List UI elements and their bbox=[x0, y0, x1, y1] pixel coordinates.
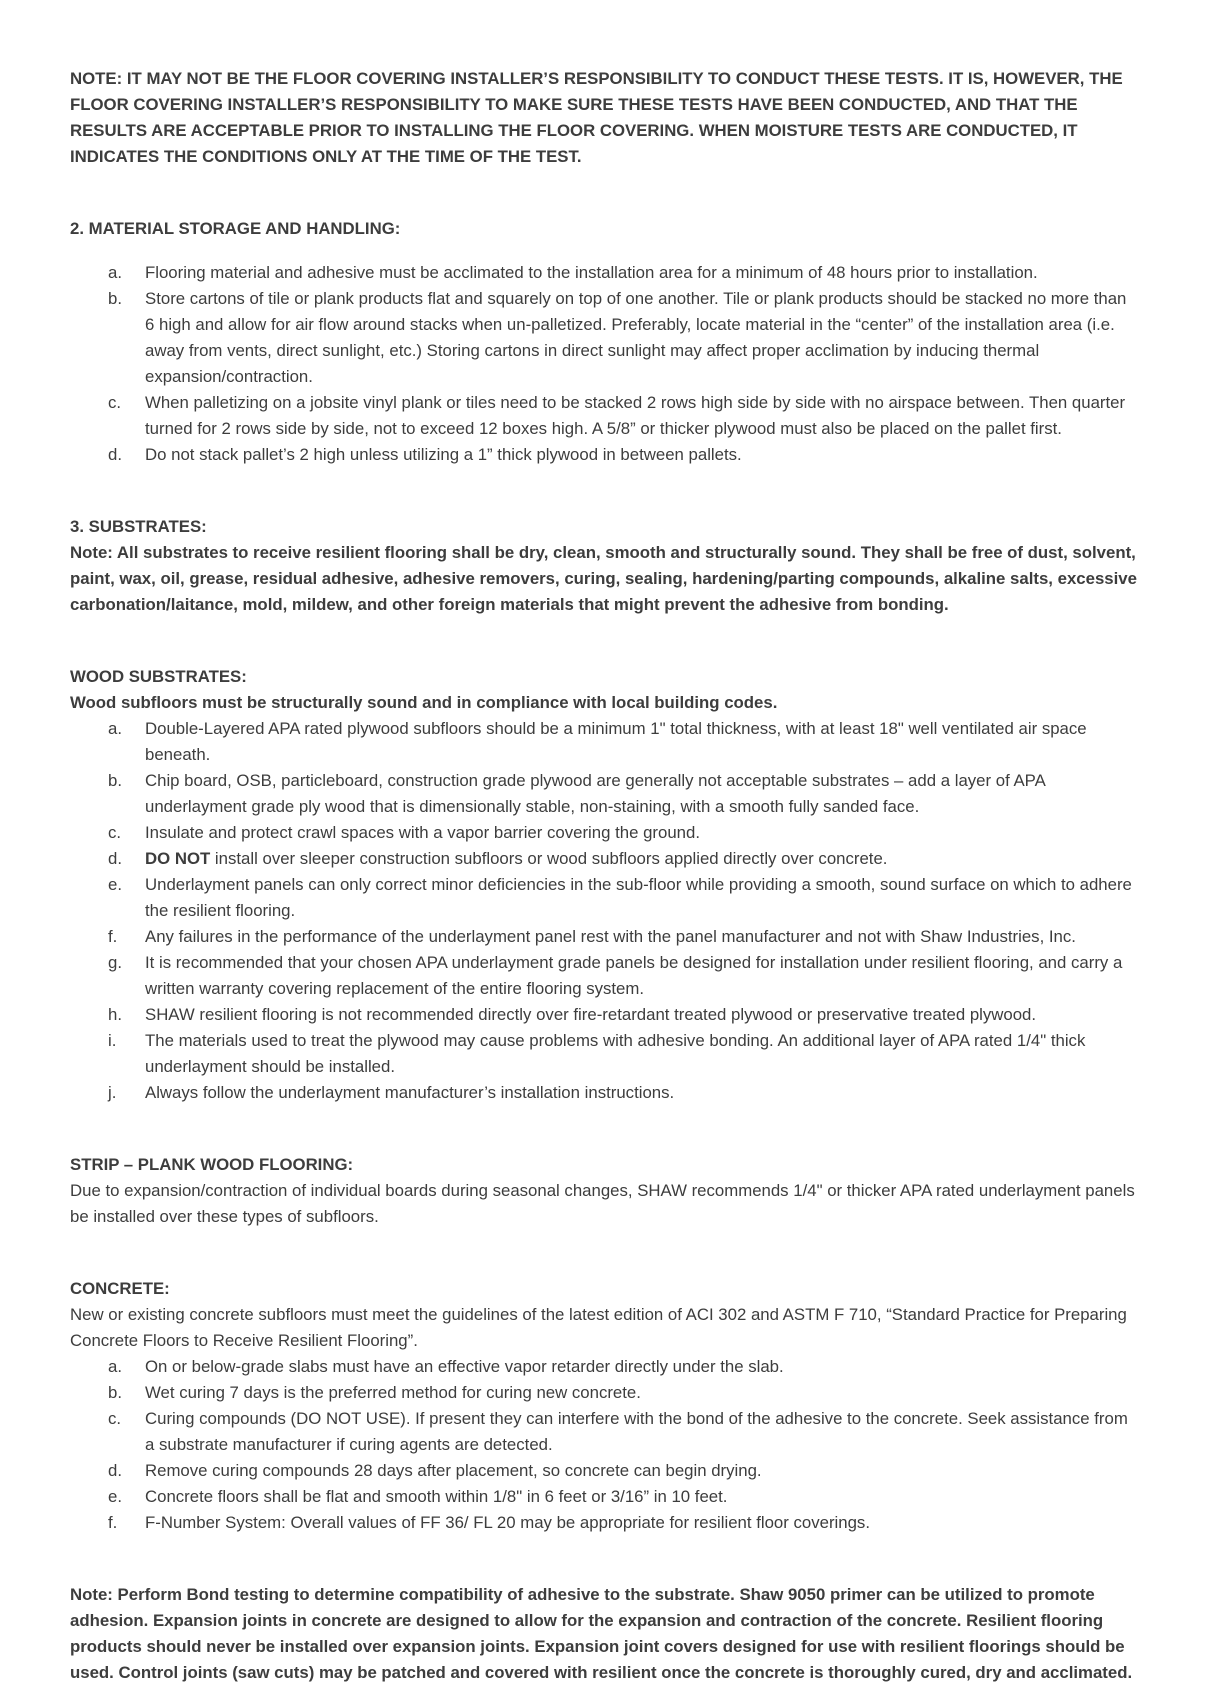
list-marker: f. bbox=[108, 1513, 118, 1532]
list-marker: e. bbox=[108, 875, 122, 894]
do-not-emphasis: DO NOT bbox=[145, 849, 211, 868]
list-marker: a. bbox=[108, 719, 122, 738]
list-item bbox=[108, 1406, 1138, 1458]
strip-plank-body: Due to expansion/contraction of individual boards during seasonal changes, SHAW recommends 1/4" or thicker APA rated underlayment panels be installed over these types of subfloors. bbox=[70, 1181, 1135, 1226]
list-marker: b. bbox=[108, 771, 122, 790]
top-note: NOTE: IT MAY NOT BE THE FLOOR COVERING INSTALLER’S RESPONSIBILITY TO CONDUCT THESE TESTS. IT IS, HOWEVER, THE FLOOR COVERING INSTALLER’S RESPONSIBILITY TO MAKE SURE THESE TESTS HAVE BEEN CONDUCTED, AND THAT THE RESULTS ARE ACCEPTABLE PRIOR TO INSTALLING THE FLOOR COVERING. WHEN MOISTURE TESTS ARE CONDUCTED, IT INDICATES THE CONDITIONS ONLY AT THE TIME OF THE TEST. bbox=[70, 69, 1123, 166]
substrates-note: Note: All substrates to receive resilient flooring shall be dry, clean, smooth and structurally sound. They shall be free of dust, solvent, paint, wax, oil, grease, residual adhesive, adhesive removers, curing, sealing, hardening/parting compounds, alkaline salts, excessive carbonation/laitance, mold, mildew, and other foreign materials that might prevent the adhesive from bonding. bbox=[70, 543, 1137, 614]
list-item bbox=[108, 1028, 1138, 1080]
wood-substrates-heading: WOOD SUBSTRATES: bbox=[70, 667, 247, 686]
list-marker: j. bbox=[108, 1083, 117, 1102]
list-marker: d. bbox=[108, 1461, 122, 1480]
list-text: Chip board, OSB, particleboard, construction grade plywood are generally not acceptable substrates – add a layer of APA underlayment grade ply wood that is dimensionally stable, non-staining, with a smooth fully sanded face. bbox=[145, 771, 1045, 816]
bottom-note: Note: Perform Bond testing to determine compatibility of adhesive to the substrate. Shaw 9050 primer can be utilized to promote adhesion. Expansion joints in concrete are designed to allow for the expansion and contraction of the concrete. Resilient flooring products should never be installed over expansion joints. Expansion joint covers designed for use with resilient floorings should be used. Control joints (saw cuts) may be patched and covered with resilient once the concrete is thoroughly cured, dry and acclimated. bbox=[70, 1585, 1133, 1682]
list-marker: c. bbox=[108, 823, 122, 842]
list-text: Store cartons of tile or plank products flat and squarely on top of one another. Tile or plank products should be stacked no more than 6 high and allow for air flow around stacks when un-palletized. Preferably, locate material in the “center” of the installation area (i.e. away from vents, direct sunlight, etc.) Storing cartons in direct sunlight may affect proper acclimation by inducing thermal expansion/contraction. bbox=[145, 289, 1127, 386]
list-marker: h. bbox=[108, 1005, 122, 1024]
list-item bbox=[108, 1380, 1138, 1406]
list-item bbox=[108, 1080, 1138, 1106]
section-bottom-note bbox=[70, 1582, 1138, 1686]
list-text: On or below-grade slabs must have an effective vapor retarder directly under the slab. bbox=[145, 1357, 784, 1376]
wood-substrates-list bbox=[70, 716, 1138, 1106]
list-item bbox=[108, 846, 1138, 872]
list-item bbox=[108, 390, 1138, 442]
list-marker: b. bbox=[108, 1383, 122, 1402]
list-item bbox=[108, 260, 1138, 286]
list-text: Do not stack pallet’s 2 high unless utilizing a 1” thick plywood in between pallets. bbox=[145, 445, 742, 464]
concrete-heading: CONCRETE: bbox=[70, 1279, 170, 1298]
list-item bbox=[108, 442, 1138, 468]
list-item bbox=[108, 716, 1138, 768]
list-text: When palletizing on a jobsite vinyl plank or tiles need to be stacked 2 rows high side by side with no airspace between. Then quarter turned for 2 rows side by side, not to exceed 12 boxes high. A 5/8” or thicker plywood must also be placed on the pallet first. bbox=[145, 393, 1126, 438]
list-marker: a. bbox=[108, 1357, 122, 1376]
material-storage-list bbox=[70, 260, 1138, 468]
list-text: Any failures in the performance of the underlayment panel rest with the panel manufacturer and not with Shaw Industries, Inc. bbox=[145, 927, 1076, 946]
list-item bbox=[108, 924, 1138, 950]
section-concrete bbox=[70, 1276, 1138, 1536]
list-marker: c. bbox=[108, 1409, 122, 1428]
list-marker: b. bbox=[108, 289, 122, 308]
list-text-rest: install over sleeper construction subfloors or wood subfloors applied directly over concrete. bbox=[210, 849, 888, 868]
list-marker: c. bbox=[108, 393, 122, 412]
list-item bbox=[108, 820, 1138, 846]
list-text bbox=[145, 846, 1138, 872]
list-text: Remove curing compounds 28 days after placement, so concrete can begin drying. bbox=[145, 1461, 762, 1480]
list-text: Wet curing 7 days is the preferred method for curing new concrete. bbox=[145, 1383, 641, 1402]
list-text: The materials used to treat the plywood may cause problems with adhesive bonding. An additional layer of APA rated 1/4" thick underlayment should be installed. bbox=[145, 1031, 1086, 1076]
list-text: Double-Layered APA rated plywood subfloors should be a minimum 1" total thickness, with at least 18" well ventilated air space beneath. bbox=[145, 719, 1087, 764]
list-marker: d. bbox=[108, 849, 122, 868]
list-item bbox=[108, 1002, 1138, 1028]
list-text: Always follow the underlayment manufacturer’s installation instructions. bbox=[145, 1083, 675, 1102]
strip-plank-heading: STRIP – PLANK WOOD FLOORING: bbox=[70, 1155, 354, 1174]
list-item bbox=[108, 1484, 1138, 1510]
list-marker: d. bbox=[108, 445, 122, 464]
section-substrates bbox=[70, 514, 1138, 618]
substrates-heading: 3. SUBSTRATES: bbox=[70, 517, 207, 536]
list-item bbox=[108, 1510, 1138, 1536]
section-material-storage bbox=[70, 216, 1138, 468]
list-marker: f. bbox=[108, 927, 118, 946]
list-marker: a. bbox=[108, 263, 122, 282]
concrete-list bbox=[70, 1354, 1138, 1536]
list-text: Concrete floors shall be flat and smooth within 1/8" in 6 feet or 3/16” in 10 feet. bbox=[145, 1487, 728, 1506]
list-item bbox=[108, 950, 1138, 1002]
list-item bbox=[108, 872, 1138, 924]
list-text: It is recommended that your chosen APA underlayment grade panels be designed for installation under resilient flooring, and carry a written warranty covering replacement of the entire flooring system. bbox=[145, 953, 1123, 998]
section-strip-plank bbox=[70, 1152, 1138, 1230]
material-storage-heading: 2. MATERIAL STORAGE AND HANDLING: bbox=[70, 219, 401, 238]
list-text: Flooring material and adhesive must be acclimated to the installation area for a minimum of 48 hours prior to installation. bbox=[145, 263, 1038, 282]
list-item bbox=[108, 1458, 1138, 1484]
list-text: F-Number System: Overall values of FF 36/ FL 20 may be appropriate for resilient floor coverings. bbox=[145, 1513, 870, 1532]
list-item bbox=[108, 286, 1138, 390]
section-wood-substrates bbox=[70, 664, 1138, 1106]
list-marker: g. bbox=[108, 953, 122, 972]
list-text: Underlayment panels can only correct minor deficiencies in the sub-floor while providing a smooth, sound surface on which to adhere the resilient flooring. bbox=[145, 875, 1132, 920]
concrete-body: New or existing concrete subfloors must meet the guidelines of the latest edition of ACI 302 and ASTM F 710, “Standard Practice for Preparing Concrete Floors to Receive Resilient Flooring”. bbox=[70, 1305, 1127, 1350]
wood-substrates-intro: Wood subfloors must be structurally sound and in compliance with local building codes. bbox=[70, 693, 778, 712]
list-text: SHAW resilient flooring is not recommended directly over fire-retardant treated plywood or preservative treated plywood. bbox=[145, 1005, 1037, 1024]
list-marker: e. bbox=[108, 1487, 122, 1506]
list-text: Curing compounds (DO NOT USE). If present they can interfere with the bond of the adhesive to the concrete. Seek assistance from a substrate manufacturer if curing agents are detected. bbox=[145, 1409, 1128, 1454]
list-item bbox=[108, 1354, 1138, 1380]
list-marker: i. bbox=[108, 1031, 117, 1050]
list-text: Insulate and protect crawl spaces with a vapor barrier covering the ground. bbox=[145, 823, 701, 842]
list-item bbox=[108, 768, 1138, 820]
